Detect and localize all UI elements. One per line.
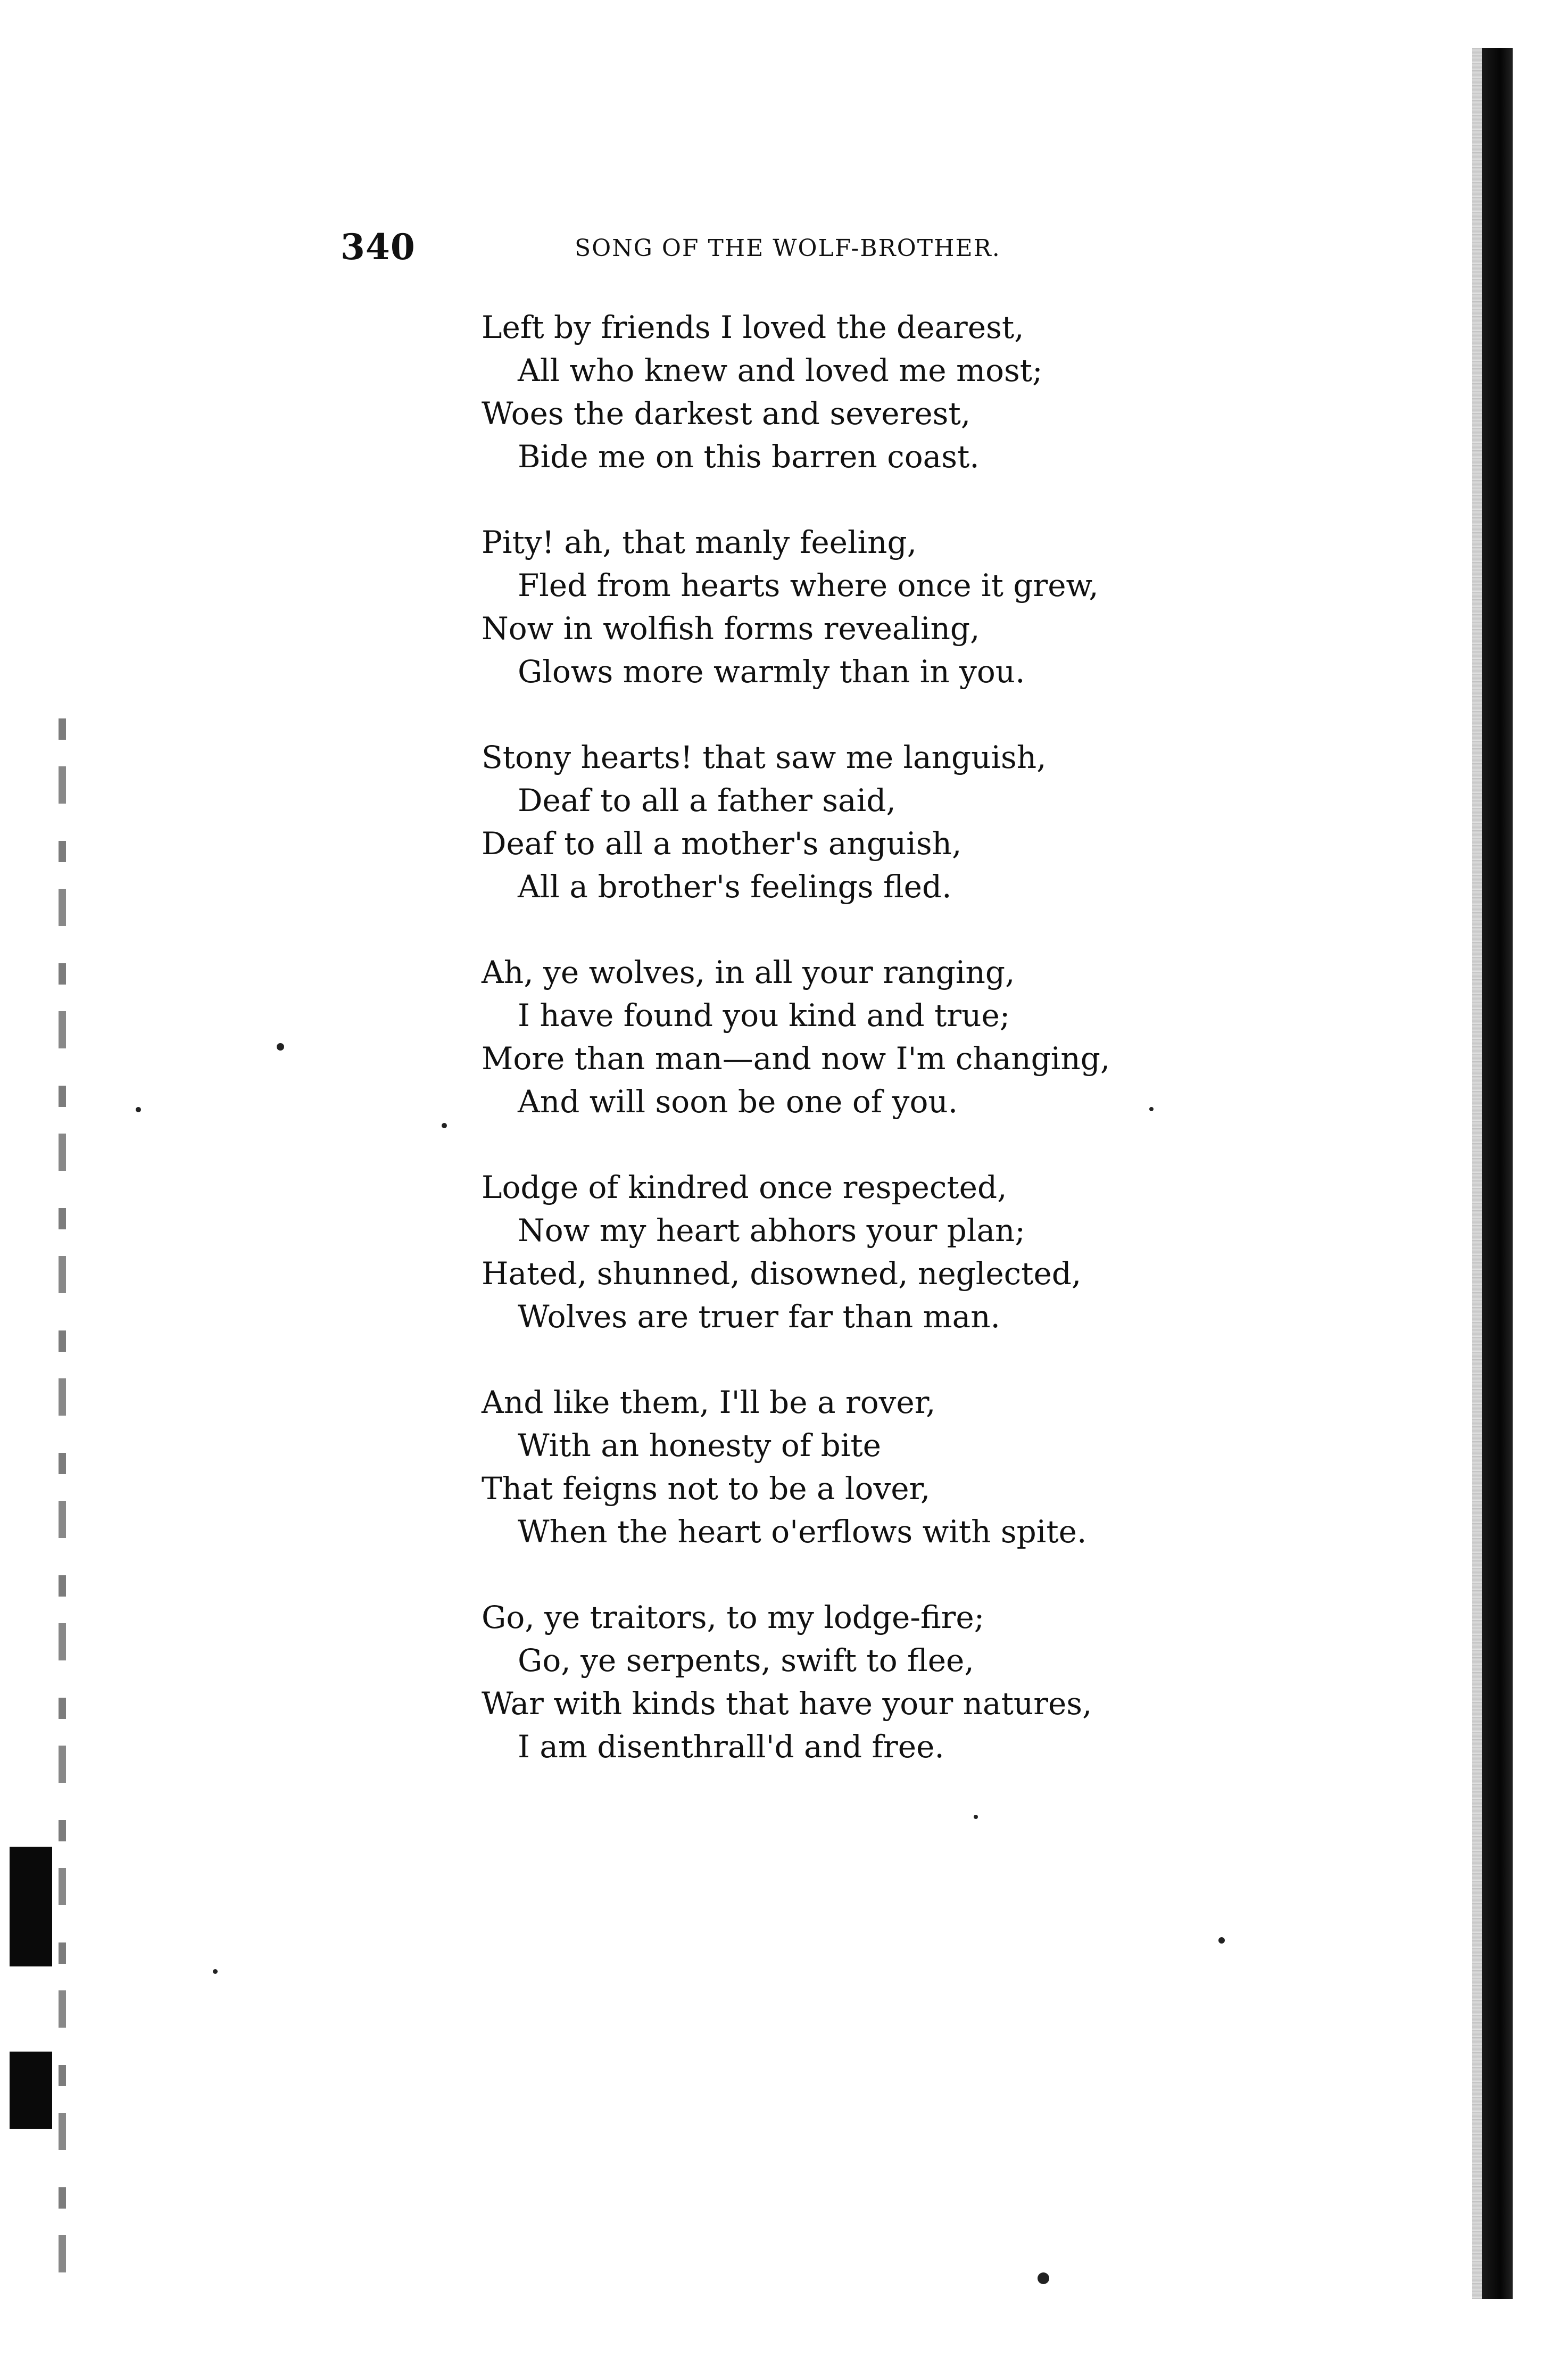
scan-speck [974, 1815, 978, 1819]
poem-line: And like them, I'll be a rover, [482, 1384, 936, 1420]
poem-line: All a brother's feelings fled. [518, 869, 952, 905]
poem-line: Ah, ye wolves, in all your ranging, [482, 954, 1015, 990]
poem-line: Go, ye traitors, to my lodge-fire; [482, 1599, 985, 1635]
poem-line: Fled from hearts where once it grew, [518, 567, 1099, 604]
edge-mark-lower [10, 2052, 52, 2129]
poem-line: War with kinds that have your natures, [482, 1685, 1092, 1722]
poem-line: More than man—and now I'm changing, [482, 1040, 1110, 1077]
poem-line: Deaf to all a father said, [518, 782, 896, 819]
stanza-3 [482, 736, 1386, 908]
running-title: SONG OF THE WOLF-BROTHER. [575, 235, 1001, 262]
poem-line: Now in wolfish forms revealing, [482, 610, 980, 647]
binding-shadow-right [1482, 48, 1513, 2299]
scan-speck [1218, 1937, 1225, 1944]
poem-line: Left by friends I loved the dearest, [482, 309, 1024, 345]
poem-line: Wolves are truer far than man. [518, 1299, 1000, 1335]
scan-speck [213, 1969, 218, 1974]
binding-stitching-left [59, 718, 66, 2288]
poem-body [482, 306, 1386, 1811]
poem-line: Lodge of kindred once respected, [482, 1169, 1007, 1205]
poem-line: I have found you kind and true; [518, 997, 1010, 1034]
poem-line: Now my heart abhors your plan; [518, 1212, 1025, 1249]
stanza-5 [482, 1166, 1386, 1338]
stanza-4 [482, 951, 1386, 1123]
scan-speck [1149, 1107, 1154, 1111]
poem-line: That feigns not to be a lover, [482, 1470, 931, 1507]
page-header [341, 226, 1139, 285]
scan-speck [1038, 2272, 1049, 2284]
poem-line: Hated, shunned, disowned, neglected, [482, 1255, 1082, 1292]
poem-line: Deaf to all a mother's anguish, [482, 825, 962, 862]
stanza-6 [482, 1381, 1386, 1553]
poem-line: When the heart o'erflows with spite. [518, 1514, 1087, 1550]
poem-line: Stony hearts! that saw me languish, [482, 739, 1047, 775]
poem-line: Pity! ah, that manly feeling, [482, 524, 917, 560]
poem-line: All who knew and loved me most; [518, 352, 1043, 388]
scan-speck [442, 1123, 447, 1128]
poem-line: I am disenthrall'd and free. [518, 1729, 944, 1765]
poem-line: And will soon be one of you. [518, 1084, 958, 1120]
stanza-1 [482, 306, 1386, 478]
scan-speck [277, 1043, 284, 1051]
poem-line: Go, ye serpents, swift to flee, [518, 1642, 974, 1679]
stanza-7 [482, 1596, 1386, 1768]
poem-line: With an honesty of bite [518, 1427, 881, 1464]
page-number: 340 [341, 226, 416, 268]
poem-line: Bide me on this barren coast. [518, 439, 980, 475]
scan-speck [136, 1107, 141, 1112]
poem-line: Glows more warmly than in you. [518, 654, 1025, 690]
poem-line: Woes the darkest and severest, [482, 395, 971, 432]
edge-mark-upper [10, 1847, 52, 1966]
stanza-2 [482, 521, 1386, 693]
